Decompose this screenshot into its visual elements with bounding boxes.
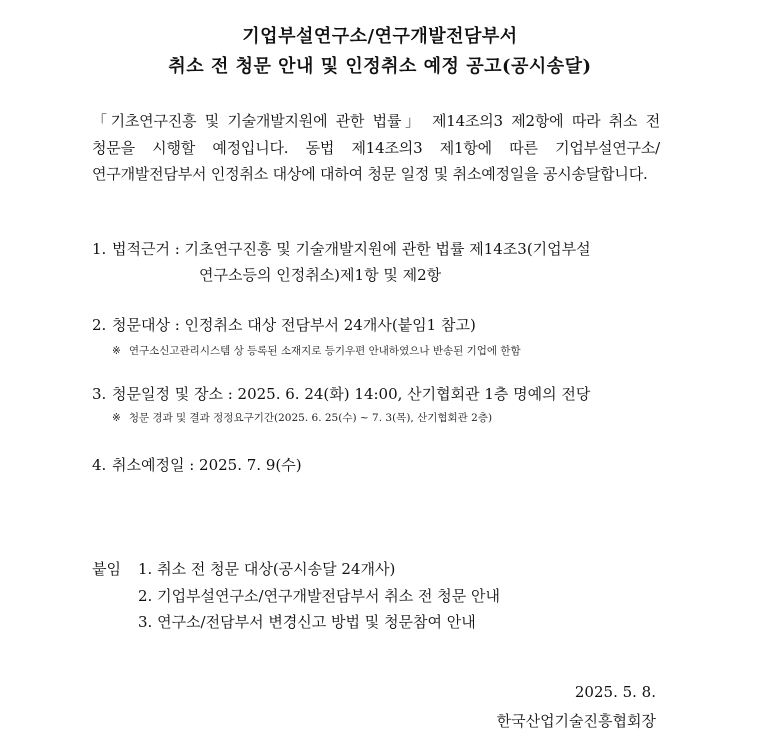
item-number: 3.: [92, 385, 107, 403]
item-hearing-schedule-note: [112, 410, 492, 425]
issuer-signature: 한국산업기술진흥협회장: [496, 712, 656, 730]
item-hearing-schedule: [92, 381, 590, 407]
item-number: 1.: [92, 240, 107, 258]
note-mark: ※: [112, 412, 121, 424]
item-text: 청문대상 : 인정취소 대상 전담부서 24개사(붙임1 참고): [112, 316, 476, 334]
note-text: 청문 경과 및 결과 정정요구기간(2025. 6. 25(수) ~ 7. 3(목), 산기협회관 2층): [128, 412, 493, 424]
attachment-item: 1. 취소 전 청문 대상(공시송달 24개사): [138, 560, 396, 578]
item-legal-basis: [92, 236, 591, 262]
note-text: 연구소신고관리시스템 상 등록된 소재지로 등기우편 안내하였으나 반송된 기업에 한함: [128, 345, 521, 357]
item-cancellation-date: [92, 452, 302, 478]
item-number: 2.: [92, 316, 107, 334]
item-legal-basis-continuation: 연구소등의 인정취소)제1항 및 제2항: [199, 266, 442, 284]
document-title-line2: 취소 전 청문 안내 및 인정취소 예정 공고(공시송달): [168, 56, 592, 77]
item-text: 법적근거 : 기초연구진흥 및 기술개발지원에 관한 법률 제14조3(기업부설: [112, 240, 591, 258]
item-hearing-target-note: [112, 343, 521, 358]
intro-paragraph: 「기초연구진흥 및 기술개발지원에 관한 법률」 제14조의3 제2항에 따라 취소 전 청문을 시행할 예정입니다. 동법 제14조의3 제1항에 따른 기업부설연구소/연구개발전담부서 인정취소 대상에 대하여 청문 일정 및 취소예정일을 공시송달합니다.: [92, 112, 660, 183]
item-hearing-target: [92, 312, 476, 338]
attachment-item: 3. 연구소/전담부서 변경신고 방법 및 청문참여 안내: [138, 613, 476, 631]
document-date: 2025. 5. 8.: [574, 683, 656, 701]
attachments-list: [138, 556, 500, 636]
item-text: 취소예정일 : 2025. 7. 9(수): [112, 456, 302, 474]
item-number: 4.: [92, 456, 107, 474]
attachments-label: 붙임: [92, 560, 121, 578]
document-title-line1: 기업부설연구소/연구개발전담부서: [242, 26, 518, 47]
item-text: 청문일정 및 장소 : 2025. 6. 24(화) 14:00, 산기협회관 1층 명예의 전당: [112, 385, 591, 403]
attachment-item: 2. 기업부설연구소/연구개발전담부서 취소 전 청문 안내: [138, 586, 500, 605]
note-mark: ※: [112, 345, 121, 357]
